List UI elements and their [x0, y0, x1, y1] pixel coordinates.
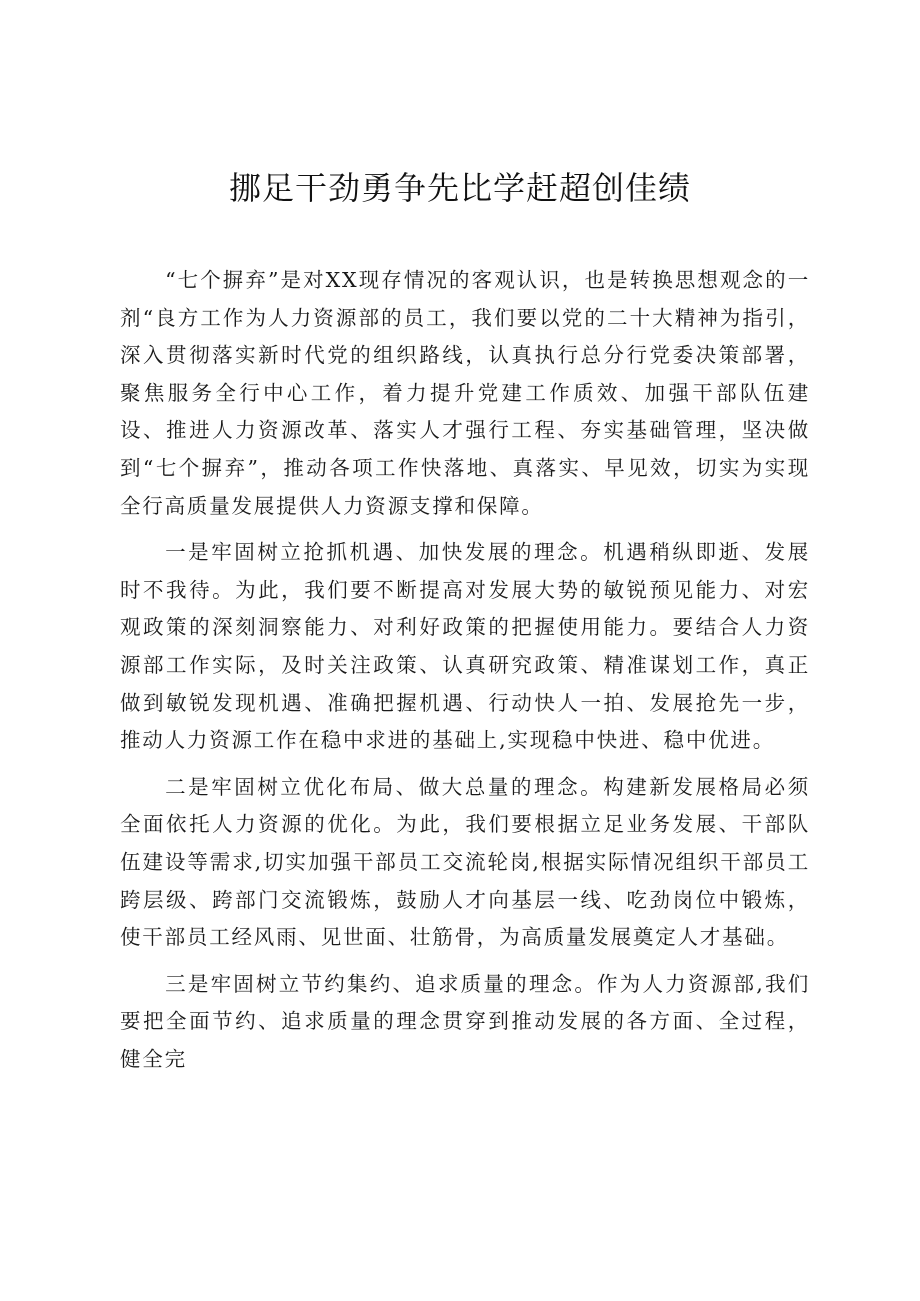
- document-title: 挪足干劲勇争先比学赶超创佳绩: [228, 169, 691, 207]
- document-body: [120, 262, 810, 1087]
- paragraph-intro: “七个摒弃”是对XX现存情况的客观认识，也是转换思想观念的一剂“良方工作为人力资源部的员工，我们要以党的二十大精神为指引，深入贯彻落实新时代党的组织路线，认真执行总分行党委决策部署，聚焦服务全行中心工作，着力提升党建工作质效、加强干部队伍建设、推进人力资源改革、落实人才强行工程、夯实基础管理，坚决做到“七个摒弃”，推动各项工作快落地、真落实、早见效，切实为实现全行高质量发展提供人力资源支撑和保障。: [120, 268, 810, 518]
- paragraph-point-1: 一是牢固树立抢抓机遇、加快发展的理念。机遇稍纵即逝、发展时不我待。为此，我们要不断提高对发展大势的敏锐预见能力、对宏观政策的深刻洞察能力、对利好政策的把握使用能力。要结合人力资源部工作实际，及时关注政策、认真研究政策、精准谋划工作，真正做到敏锐发现机遇、准确把握机遇、行动快人一拍、发展抢先一步，推动人力资源工作在稳中求进的基础上,实现稳中快进、稳中优进。: [120, 540, 810, 753]
- paragraph-point-3: 三是牢固树立节约集约、追求质量的理念。作为人力资源部,我们要把全面节约、追求质量的理念贯穿到推动发展的各方面、全过程，健全完: [120, 971, 810, 1071]
- paragraph-point-2: 二是牢固树立优化布局、做大总量的理念。构建新发展格局必须全面依托人力资源的优化。为此，我们要根据立足业务发展、干部队伍建设等需求,切实加强干部员工交流轮岗,根据实际情况组织干部员工跨层级、跨部门交流锻炼，鼓励人才向基层一线、吃劲岗位中锻炼，使干部员工经风雨、见世面、壮筋骨，为高质量发展奠定人才基础。: [120, 774, 810, 950]
